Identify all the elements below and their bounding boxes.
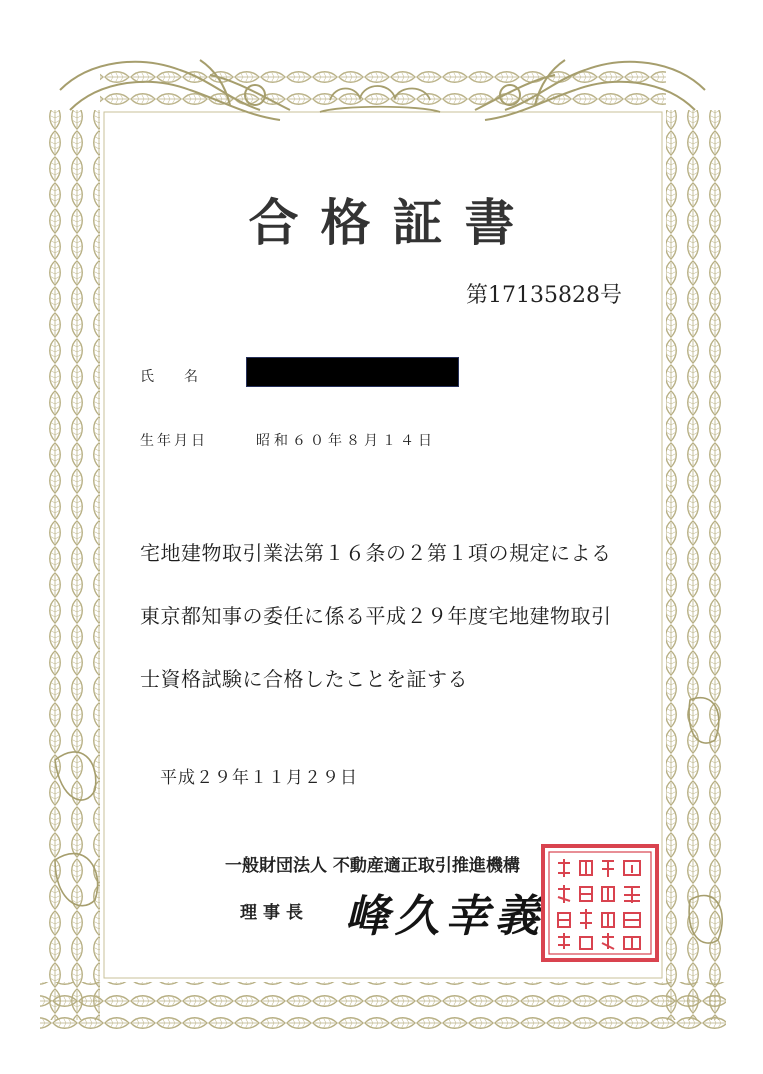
date-of-birth-value: 昭和６０年８月１４日 [256,433,436,449]
issuer-role: 理事長 [240,903,309,923]
body-text-line: 東京都知事の委任に係る平成２９年度宅地建物取引 [140,604,612,628]
date-of-birth-label: 生年月日 [140,433,208,449]
issuer-organization: 一般財団法人 不動産適正取引推進機構 [225,856,520,876]
body-text-line: 士資格試験に合格したことを証する [140,667,468,691]
certificate-title: 合格証書 [248,193,537,252]
certificate-number: 第17135828号 [466,283,622,308]
issue-date: 平成２９年１１月２９日 [160,768,358,788]
issuer-signature: 峰久幸義 [345,891,545,942]
name-redaction-box [246,357,459,387]
official-seal [540,843,660,963]
name-label: 氏名 [140,369,228,385]
body-text-line: 宅地建物取引業法第１６条の２第１項の規定による [140,541,612,565]
